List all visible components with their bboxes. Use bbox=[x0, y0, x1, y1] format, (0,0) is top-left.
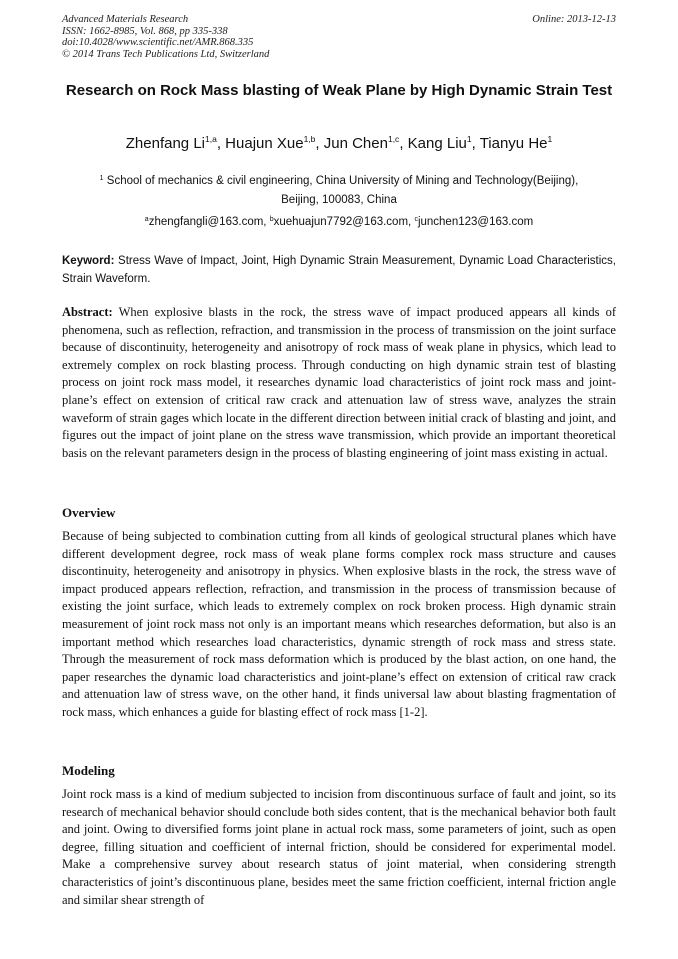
affiliation-line-1: $^1$ School of mechanics & civil engineering, China University of Mining and Technology(Beijing), bbox=[99, 175, 579, 187]
author-list bbox=[62, 134, 616, 154]
paper-title: Research on Rock Mass blasting of Weak Plane by High Dynamic Strain Test bbox=[65, 82, 613, 99]
affiliation bbox=[62, 172, 616, 210]
journal-issn: ISSN: 1662-8985, Vol. 868, pp 335-338 bbox=[62, 25, 228, 37]
keyword-text: Stress Wave of Impact, Joint, High Dynamic Strain Measurement, Dynamic Load Characteristics, Strain Waveform. bbox=[62, 255, 616, 285]
journal-doi: doi:10.4028/www.scientific.net/AMR.868.335 bbox=[62, 37, 254, 49]
author: Tianyu He$^1$ bbox=[479, 134, 553, 152]
email[interactable]: $^a$zhengfangli@163.com bbox=[144, 216, 264, 228]
journal-header bbox=[62, 14, 616, 60]
section-body-modeling: Joint rock mass is a kind of medium subjected to incision from discontinuous surface of fault and joint, so its research of mechanical behavior should conclude both sides content, that is the mechanical behavior both fault and joint. Owing to diversified forms joint plane in actual rock mass, some parameters of joint, such as open degree, filling situation and coefficient of internal friction, should be considered for experimental model. Make a comprehensive survey about research status of joint material, when considering strength characteristics of joint’s discontinuous plane, besides meet the same friction coefficient, internal friction angle and similar shear strength of bbox=[62, 787, 616, 907]
abstract-label: Abstract: bbox=[62, 305, 113, 319]
online-date: Online: 2013-12-13 bbox=[532, 14, 616, 25]
journal-name: Advanced Materials Research bbox=[62, 14, 189, 25]
section-heading-modeling: Modeling bbox=[62, 763, 115, 778]
email[interactable]: $^b$xuehuajun7792@163.com bbox=[269, 216, 409, 228]
section-body-overview: Because of being subjected to combination cutting from all kinds of geological structural planes which have different development degree, rock mass of weak plane forms complex rock mass structure and causes discontinuity, heterogeneity and anisotropy in physics. When explosive blasts in the rock, the stress wave of impact produced appears reflection, refraction, and transmission in the process of transmission because of existing the joint surface, which leads to extremely complex on rock broken process. High dynamic strain measurement of joint rock mass not only is an important means which researches deformation, but also is an important method which researches load characteristics, dynamic strength of rock mass and stress state. Through the measurement of rock mass deformation which is produced by the blast action, on one hand, the paper researches the dynamic load characteristics and joint-plane’s effect on extension of critical raw crack and attenuation law of stress wave, on the other hand, it finds universal law about blasting fragmentation of rock mass, which enhances a guide for blasting effect of rock mass [1-2]. bbox=[62, 529, 616, 719]
author: Zhenfang Li$^{1,a}$, bbox=[125, 134, 226, 152]
journal-copyright: © 2014 Trans Tech Publications Ltd, Switzerland bbox=[62, 48, 270, 60]
affiliation-line-2: Beijing, 100083, China bbox=[281, 194, 397, 206]
author: Huajun Xue$^{1,b}$, bbox=[225, 134, 324, 152]
keyword-label: Keyword: bbox=[62, 255, 115, 267]
keywords bbox=[62, 252, 616, 288]
author-emails: $^a$zhengfangli@163.com, $^b$xuehuajun7792@163.com, $^c$junchen123@163.com bbox=[144, 216, 534, 228]
author: Kang Liu$^1$, bbox=[407, 134, 480, 152]
abstract-text: When explosive blasts in the rock, the stress wave of impact produced appears all kinds of phenomena, such as reflection, refraction, and transmission in the process of transmission on the joint surface because of discontinuity, heterogeneity and anisotropy of rock mass of weak plane in physics, which lead to extremely complex on rock blasting process. Through conducting on high dynamic strain test of blasting process on joint rock mass model, it researches dynamic load characteristics of joint rock mass and joint-plane’s effect on extension of critical raw crack and attenuation law of stress wave, analyzes the strain waveform of strain gages which locate in the different direction between initial crack of blasting and joint, and figures out the impact of joint plane on the stress wave transmission, which provide an important theoretical basis on the relevant parameters design in the process of blasting engineering of joint mass existing in actual. bbox=[62, 305, 616, 460]
section-heading-overview: Overview bbox=[62, 505, 116, 520]
author: Jun Chen$^{1,c}$, bbox=[323, 134, 408, 152]
abstract bbox=[62, 304, 616, 462]
email[interactable]: $^c$junchen123@163.com bbox=[414, 216, 534, 228]
